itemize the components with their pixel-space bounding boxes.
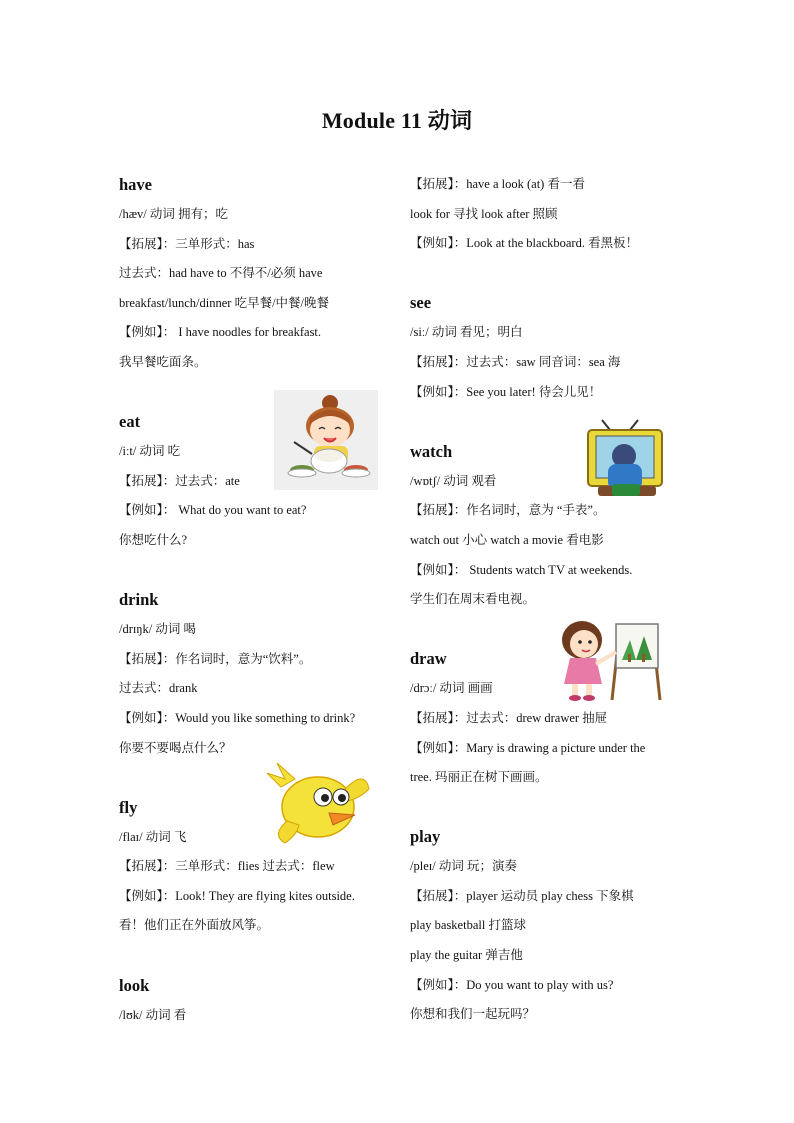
entry-line: 【拓展】：三单形式：flies 过去式：flew — [119, 859, 335, 874]
entry-line: 【拓展】：过去式：drew drawer 抽屉 — [410, 710, 608, 725]
entry-look-continued — [410, 170, 682, 259]
girl-eating-illustration — [274, 390, 378, 490]
entry-line: 过去式：drank — [119, 681, 198, 696]
entry-line: 【拓展】：过去式：ate — [119, 473, 240, 488]
headword: draw — [410, 649, 447, 669]
entry-line: /flaɪ/ 动词 飞 — [119, 829, 187, 844]
headword: fly — [119, 797, 138, 817]
entry-line: 【例如】：Do you want to play with us? — [410, 977, 614, 992]
entry-line: 【拓展】：player 运动员 play chess 下象棋 — [410, 888, 634, 903]
entry-line: /hæv/ 动词 拥有；吃 — [119, 207, 229, 221]
entry-line: 【例如】： I have noodles for breakfast. — [119, 325, 322, 340]
entry-look — [119, 971, 391, 1031]
headword: drink — [119, 590, 159, 610]
headword: eat — [119, 412, 141, 432]
entry-line: 【拓展】：have a look (at) 看一看 — [410, 177, 585, 191]
entry-line: 【拓展】：作名词时，意为“饮料”。 — [119, 651, 312, 666]
entry-play — [410, 822, 682, 1030]
entry-line: play basketball 打篮球 — [410, 918, 526, 933]
entry-see — [410, 288, 682, 407]
right-column — [410, 170, 682, 1030]
entry-line: /wɒtʃ/ 动词 观看 — [410, 473, 497, 488]
entry-line: 【例如】：See you later! 待会儿见！ — [410, 384, 602, 399]
entry-drink — [119, 585, 391, 763]
entry-line: look for 寻找 look after 照顾 — [410, 206, 558, 221]
page-title: Module 11 动词 — [321, 108, 473, 133]
entry-line: /siː/ 动词 看见；明白 — [410, 325, 523, 340]
entry-have — [119, 170, 391, 378]
entry-line: 我早餐吃面条。 — [119, 354, 207, 369]
headword: look — [119, 975, 150, 995]
headword: have — [119, 175, 152, 194]
headword: play — [410, 827, 441, 847]
entry-line: /lʊk/ 动词 看 — [119, 1007, 187, 1022]
entry-line: watch out 小心 watch a movie 看电影 — [410, 532, 604, 547]
entry-line: 【拓展】：作名词时，意为 “手表”。 — [410, 503, 606, 518]
entry-line: 你想和我们一起玩吗？ — [410, 1007, 536, 1022]
headword: see — [410, 293, 432, 313]
entry-line: tree. 玛丽正在树下画画。 — [410, 770, 548, 785]
entry-line: 学生们在周末看电视。 — [410, 592, 536, 607]
girl-drawing-illustration — [556, 618, 662, 702]
entry-line: /pleɪ/ 动词 玩；演奏 — [410, 859, 517, 874]
entry-line: 【拓展】：过去式：saw 同音词：sea 海 — [410, 354, 621, 369]
yellow-bird-illustration — [263, 759, 374, 849]
entry-line: 你想吃什么? — [119, 532, 188, 547]
entry-line: 【拓展】：三单形式：has — [119, 236, 255, 251]
entry-line: 【例如】： What do you want to eat? — [119, 503, 307, 518]
entry-line: /iːt/ 动词 吃 — [119, 444, 181, 459]
entry-line: 【例如】： Students watch TV at weekends. — [410, 562, 633, 577]
entry-line: 【例如】：Mary is drawing a picture under the — [410, 740, 646, 755]
headword: watch — [410, 441, 453, 461]
entry-line: play the guitar 弹吉他 — [410, 948, 523, 963]
entry-line: 过去式：had have to 不得不/必须 have — [119, 266, 323, 281]
entry-line: 【例如】：Would you like something to drink? — [119, 710, 356, 725]
entry-line: 【例如】：Look at the blackboard. 看黑板！ — [410, 236, 639, 251]
entry-line: breakfast/lunch/dinner 吃早餐/中餐/晚餐 — [119, 295, 330, 310]
entry-line: /drɪŋk/ 动词 喝 — [119, 622, 197, 637]
entry-line: 看！他们正在外面放风筝。 — [119, 918, 270, 933]
boy-watching-tv-illustration — [582, 418, 668, 500]
entry-line: /drɔː/ 动词 画画 — [410, 681, 493, 696]
entry-line: 【例如】：Look! They are flying kites outside. — [119, 888, 355, 903]
entry-line: 你要不要喝点什么？ — [119, 740, 232, 755]
left-column — [119, 170, 391, 1030]
